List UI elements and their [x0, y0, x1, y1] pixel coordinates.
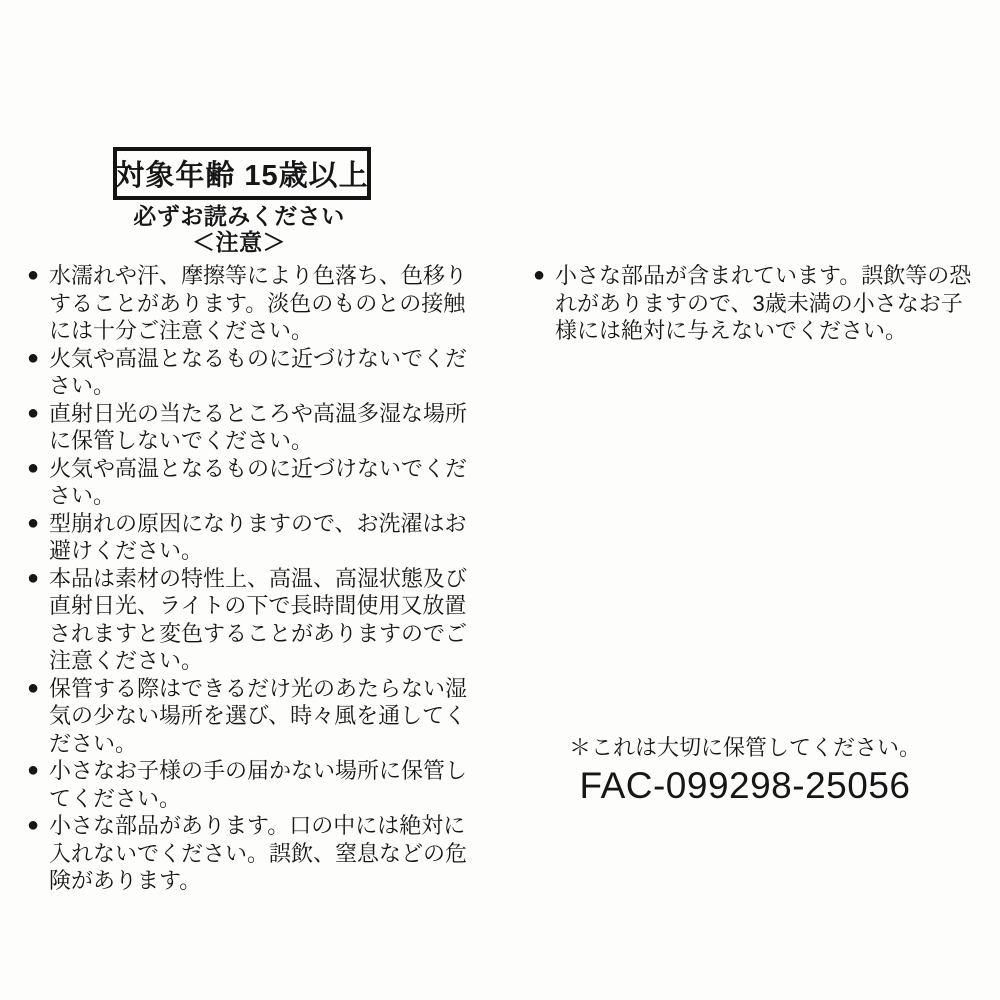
- notice-item: [27, 262, 479, 345]
- caution-list-right: [533, 262, 979, 345]
- product-code: FAC-099298-25056: [579, 765, 911, 806]
- notice-text: 小さな部品が含まれています。誤飲等の恐れがありますので、3歳未満の小さなお子様には絶対に与えないでください。: [555, 263, 972, 343]
- notice-text: 小さなお子様の手の届かない場所に保管してください。: [49, 758, 468, 811]
- notice-item: [27, 510, 479, 565]
- bullet-icon: ●: [27, 814, 40, 836]
- bullet-icon: ●: [27, 759, 40, 781]
- age-restriction-box: [113, 147, 371, 200]
- caution-title: ＜注意＞: [192, 229, 286, 255]
- must-read-label: 必ずお読みください: [133, 203, 345, 229]
- notice-item: [27, 757, 479, 812]
- notice-text: 直射日光の当たるところや高温多湿な場所に保管しないでください。: [49, 400, 468, 453]
- caution-list-left: [27, 262, 479, 895]
- bullet-icon: ●: [533, 264, 546, 286]
- notice-text: 水濡れや汗、摩擦等により色落ち、色移りすることがあります。淡色のものとの接触には十分ご注意ください。: [49, 263, 468, 343]
- bullet-icon: ●: [27, 511, 40, 534]
- notice-text: 小さな部品があります。口の中には絶対に入れないでください。誤飲、窒息などの危険があります。: [49, 813, 468, 893]
- bullet-icon: ●: [27, 456, 40, 479]
- notice-item: [27, 675, 479, 758]
- notice-text: 火気や高温となるものに近づけないでください。: [49, 455, 468, 508]
- footer-block: [522, 735, 968, 806]
- notice-text: 保管する際はできるだけ光のあたらない湿気の少ない場所を選び、時々風を通してください。: [49, 675, 468, 756]
- bullet-icon: ●: [27, 566, 40, 589]
- notice-text: 本品は素材の特性上、高温、高湿状態及び直射日光、ライトの下で長時間使用又放置されますと変色することがありますのでご注意ください。: [49, 565, 468, 673]
- bullet-icon: ●: [27, 346, 40, 369]
- notice-item: [27, 812, 479, 895]
- notice-text: 型崩れの原因になりますので、お洗濯はお避けください。: [49, 510, 467, 563]
- age-restriction-label: 対象年齢 15歳以上: [115, 160, 369, 192]
- bullet-icon: ●: [27, 264, 40, 286]
- keep-note: ＊これは大切に保管してください。: [568, 735, 921, 760]
- notice-item: [27, 400, 479, 455]
- notice-item: [27, 345, 479, 400]
- notice-item: [27, 455, 479, 510]
- bullet-icon: ●: [27, 676, 40, 699]
- notice-item: [27, 565, 479, 675]
- notice-item: [533, 262, 979, 345]
- header-subtitle: [0, 203, 478, 255]
- bullet-icon: ●: [27, 401, 40, 424]
- notice-text: 火気や高温となるものに近づけないでください。: [49, 345, 468, 398]
